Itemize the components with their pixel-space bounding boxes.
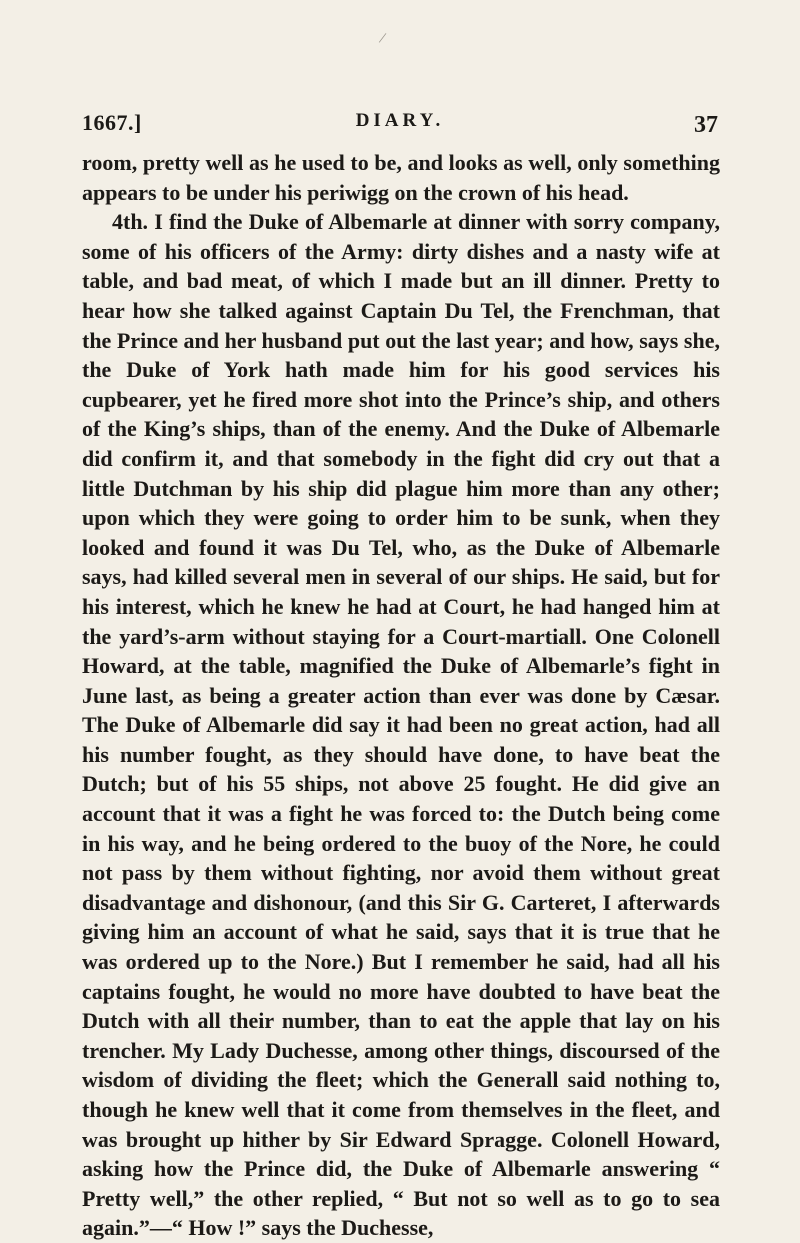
pencil-mark: / [377, 29, 388, 48]
body-text [82, 148, 720, 1243]
page-number: 37 [694, 112, 718, 138]
paragraph-entry-4th: 4th. I find the Duke of Albemarle at dinner with sorry company, some of his officers of the Army: dirty dishes and a nasty wife at table, and bad meat, of which I made but an ill dinner. Pretty to hear how she talked against Captain Du Tel, the Frenchman, that the Prince and her husband put out the last year; and how, says she, the Duke of York hath made him for his good services his cupbearer, yet he fired more shot into the Prince’s ship, and others of the King’s ships, than of the enemy. And the Duke of Albemarle did confirm it, and that somebody in the fight did cry out that a little Dutchman by his ship did plague him more than any other; upon which they were going to order him to be sunk, when they looked and found it was Du Tel, who, as the Duke of Albemarle says, had killed several men in several of our ships. He said, but for his interest, which he knew he had at Court, he had hanged him at the yard’s-arm without staying for a Court-martiall. One Colonell Howard, at the table, magnified the Duke of Albemarle’s fight in June last, as being a greater action than ever was done by Cæsar. The Duke of Albemarle did say it had been no great action, had all his number fought, as they should have done, to have beat the Dutch; but of his 55 ships, not above 25 fought. He did give an account that it was a fight he was forced to: the Dutch being come in his way, and he being ordered to the buoy of the Nore, he could not pass by them without fighting, nor avoid them without great disadvantage and dishonour, (and this Sir G. Carteret, I afterwards giving him an account of what he said, says that it is true that he was ordered up to the Nore.) But I remember he said, had all his captains fought, he would no more have doubted to have beat the Dutch with all their number, than to eat the apple that lay on his trencher. My Lady Duchesse, among other things, discoursed of the wisdom of dividing the fleet; which the Generall said nothing to, though he knew well that it come from themselves in the fleet, and was brought up hither by Sir Edward Spragge. Colonell Howard, asking how the Prince did, the Duke of Albemarle answering “ Pretty well,” the other replied, “ But not so well as to go to sea again.”—“ How !” says the Duchesse, [82, 209, 720, 1241]
header-title: DIARY. [355, 110, 445, 131]
paragraph-continuation: room, pretty well as he used to be, and looks as well, only something appears to be under his periwigg on the crown of his head. [82, 150, 720, 205]
running-header [82, 110, 718, 142]
header-year: 1667.] [82, 110, 142, 135]
